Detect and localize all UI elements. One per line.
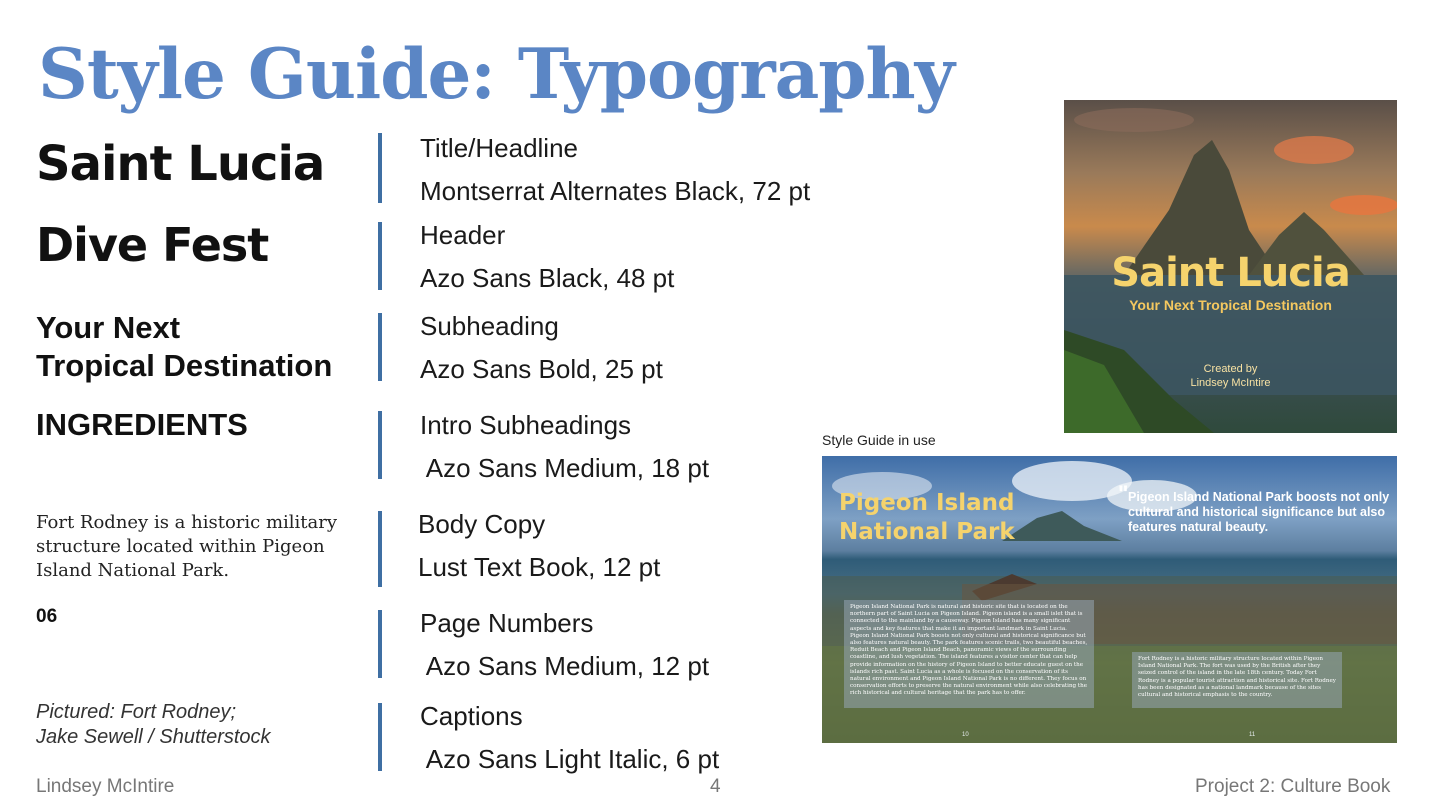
divider: [378, 411, 382, 479]
cover-credit-line: Created by: [1203, 363, 1258, 375]
divider: [378, 133, 382, 203]
spec-font-subheading: Azo Sans Bold, 25 pt: [420, 354, 663, 384]
spread-page-number-right: 11: [1249, 732, 1256, 738]
sample-body-line: Fort Rodney is a historic military: [36, 512, 338, 533]
sample-body-line: structure located within Pigeon: [36, 536, 325, 557]
spec-label-subheading: Subheading: [420, 311, 559, 341]
spread-title-line: Pigeon Island: [839, 490, 1015, 516]
sample-body-line: Island National Park.: [36, 560, 230, 581]
divider: [378, 511, 382, 587]
spread-title: [839, 489, 1015, 547]
spread-page-number-left: 10: [962, 732, 969, 738]
in-use-caption: Style Guide in use: [822, 432, 936, 448]
spread-body-text: Pigeon Island National Park is natural and historic site that is located on the northern part of Saint Lucia on Pigeon Island. Pigeon island is a small islet that is connected to the mainland by a causeway. Pigeon Island has many significant aspects and key features that make it an important landmark in Saint Lucia. Pigeon Island National Park boosts not only cultural and historical significance but also features natural beauty. The park features scenic trails, two beautiful beaches, Reduit Beach and Pigeon Island Beach, panoramic views of the surrounding coastline, and lush vegetation. The island features a visitor center that can help provide information on the history of Pigeon Island to better educate guest on the islands rich past. Saint Lucia as a whole is focused on the conservation of its natural environment and Pigeon Island National Park is no different. They focus on conservation efforts to preserve the natural environment while also celebrating the rich historical and cultural heritage that the park has to offer.: [844, 600, 1094, 708]
sample-subheading: [36, 309, 332, 385]
sample-caption-line: Pictured: Fort Rodney;: [36, 701, 237, 723]
cover-subtitle: Your Next Tropical Destination: [1129, 297, 1332, 313]
divider: [378, 703, 382, 771]
sample-title: Saint Lucia: [36, 136, 325, 192]
spec-label-intro: Intro Subheadings: [420, 410, 632, 440]
spec-font-intro: Azo Sans Medium, 18 pt: [420, 453, 710, 483]
spec-label-page-numbers: Page Numbers: [420, 608, 594, 638]
sample-caption: [36, 700, 271, 750]
footer-page-number: 4: [710, 776, 721, 797]
cover-title: Saint Lucia: [1111, 250, 1350, 296]
sample-header: Dive Fest: [36, 218, 269, 272]
spec-font-body: Lust Text Book, 12 pt: [418, 552, 661, 582]
divider: [378, 610, 382, 678]
spread-side-text: Fort Rodney is a historic military structure located within Pigeon Island National Park. The fort was used by the British after they seized control of the island in the late 18th century. Today Fort Rodney is a popular tourist attraction and historical site. Fort Rodney has been designated as a national landmark because of the sites cultural and historical emphasis to the country.: [1132, 652, 1342, 708]
sample-subheading-line: Your Next: [36, 310, 181, 345]
sample-intro-subheading: INGREDIENTS: [36, 407, 248, 442]
spec-font-page-numbers: Azo Sans Medium, 12 pt: [420, 651, 710, 681]
divider: [378, 222, 382, 290]
sample-caption-line: Jake Sewell / Shutterstock: [36, 726, 271, 748]
sample-body-copy: [36, 511, 337, 583]
cover-credit: [1064, 362, 1397, 390]
spec-label-captions: Captions: [420, 701, 523, 731]
spread-title-line: National Park: [839, 519, 1015, 545]
page-title: Style Guide: Typography: [38, 34, 954, 115]
spread-quote-text: Pigeon Island National Park boosts not only cultural and historical significance but also features natural beauty.: [1128, 490, 1390, 534]
sample-page-number: 06: [36, 606, 58, 627]
quote-mark-icon: ": [1118, 481, 1129, 506]
footer-project: Project 2: Culture Book: [1195, 776, 1391, 797]
cover-credit-line: Lindsey McIntire: [1190, 377, 1271, 389]
spec-font-header: Azo Sans Black, 48 pt: [420, 263, 675, 293]
spread-pull-quote: [1118, 481, 1390, 535]
spec-font-title: Montserrat Alternates Black, 72 pt: [420, 176, 811, 206]
sample-subheading-line: Tropical Destination: [36, 348, 333, 383]
spec-label-header: Header: [420, 220, 506, 250]
spec-label-title: Title/Headline: [420, 133, 579, 163]
footer-author: Lindsey McIntire: [36, 776, 175, 797]
spec-font-captions: Azo Sans Light Italic, 6 pt: [420, 744, 720, 774]
book-cover-image: [1064, 100, 1397, 433]
divider: [378, 313, 382, 381]
book-spread-image: [822, 456, 1397, 743]
spec-label-body: Body Copy: [418, 509, 546, 539]
